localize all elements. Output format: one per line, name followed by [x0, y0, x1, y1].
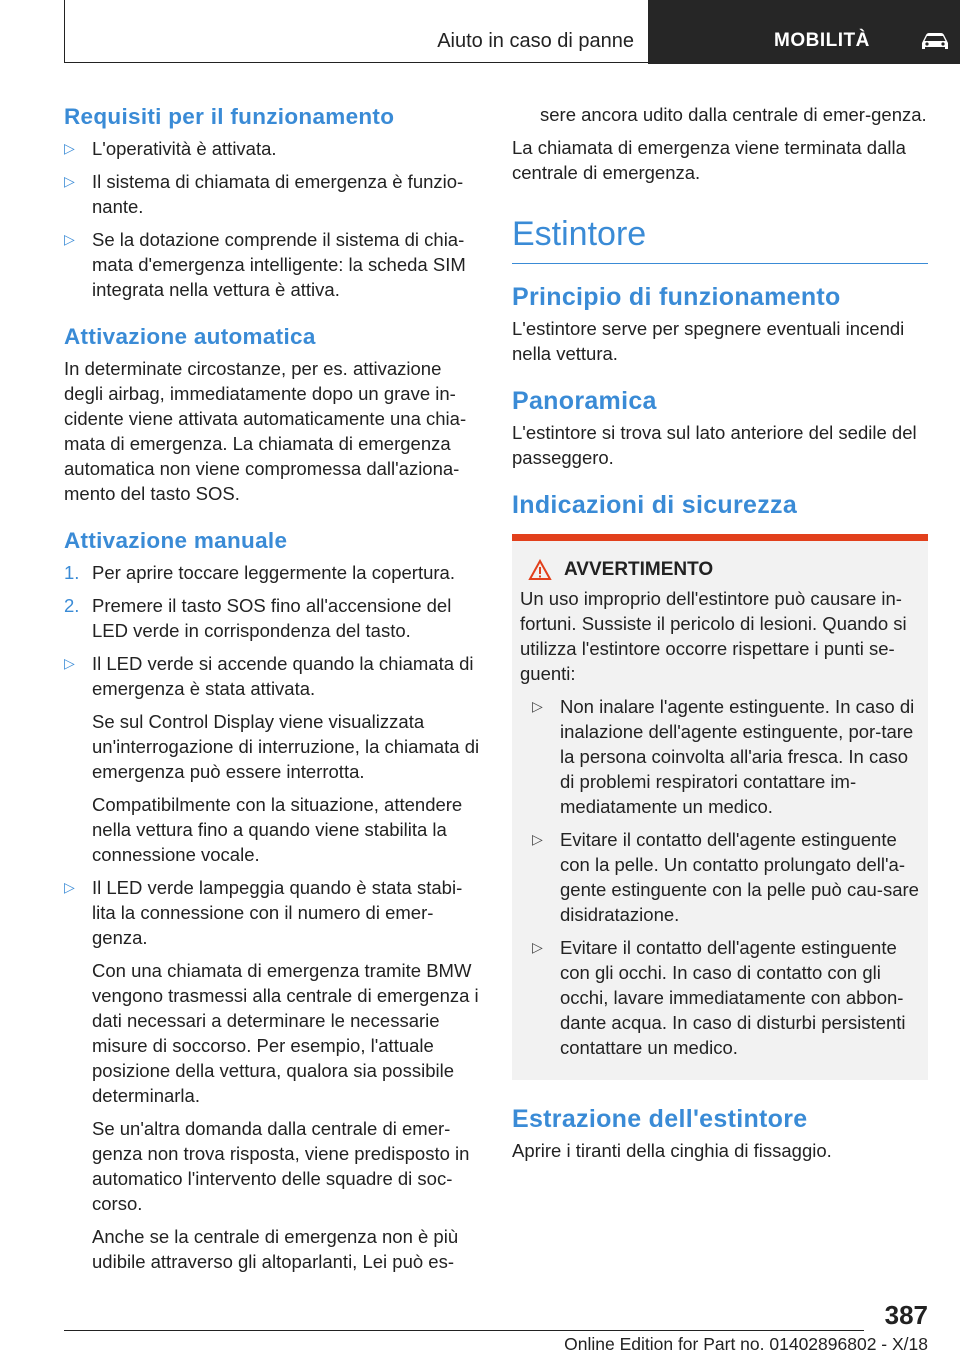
step-number: 1. [64, 562, 80, 583]
extraction-heading: Estrazione dell'estintore [512, 1105, 808, 1133]
triangle-bullet-icon: ▷ [64, 655, 75, 671]
extraction-text: Aprire i tiranti della cinghia di fissaggio. [512, 1140, 832, 1161]
triangle-bullet-icon: ▷ [64, 173, 75, 189]
chapter-title: MOBILITÀ [774, 30, 870, 51]
footer-rule [64, 1330, 864, 1331]
list-item: ▷ Evitare il contatto dell'agente estinguente con la pelle. Un contatto prolungato dell'a-gente estinguente con la pelle può cau-sare disidratazione. [532, 829, 919, 925]
overview-text: L'estintore si trova sul lato anteriore del sedile del passeggero. [512, 422, 917, 468]
triangle-bullet-icon: ▷ [532, 939, 543, 955]
auto-activation-heading: Attivazione automatica [64, 324, 316, 349]
page-header [64, 0, 960, 64]
safety-heading: Indicazioni di sicurezza [512, 491, 798, 519]
main-title-rule [512, 213, 928, 264]
main-title: Estintore [512, 215, 647, 253]
step-number: 2. [64, 595, 80, 616]
principle-text: L'estintore serve per spegnere eventuali incendi nella vettura. [512, 318, 905, 364]
left-column [64, 102, 480, 1286]
requirements-heading: Requisiti per il funzionamento [64, 104, 395, 129]
triangle-bullet-icon: ▷ [64, 231, 75, 247]
overview-heading: Panoramica [512, 387, 657, 415]
step-item: 2. Premere il tasto SOS fino all'accensione del LED verde in corrispondenza del tasto. [64, 595, 452, 641]
warning-list [532, 694, 920, 1060]
manual-activation-heading: Attivazione manuale [64, 528, 288, 553]
continued-text: sere ancora udito dalla centrale di emer-genza. [540, 104, 927, 125]
car-icon [919, 29, 951, 53]
warning-box [512, 534, 928, 1080]
list-item: ▷ Il LED verde si accende quando la chiamata di emergenza è stata attivata. Se sul Control Display viene visualizzata un'interrogazione di interruzione, la chiamata di emergenza può essere interrotta. Compatibilmente con la situazione, attendere nella vettura fino a quando viene stabilita la connessione vocale. [64, 653, 480, 865]
list-item: ▷ Evitare il contatto dell'agente estinguente con gli occhi. In caso di contatto con gli occhi, lavare immediatamente con abbon-dante acqua. In caso di disturbi persistenti contattare un medico. [532, 937, 906, 1058]
list-item: ▷ L'operatività è attivata. [64, 138, 277, 159]
step-item: 1. Per aprire toccare leggermente la copertura. [64, 562, 455, 583]
edition-text: Online Edition for Part no. 01402896802 - X/18 [564, 1334, 928, 1354]
section-title: Aiuto in caso di panne [437, 30, 634, 52]
list-item: ▷ Il sistema di chiamata di emergenza è funzio-nante. [64, 171, 464, 217]
warning-title: AVVERTIMENTO [520, 557, 920, 582]
end-call-text: La chiamata di emergenza viene terminata dalla centrale di emergenza. [512, 137, 906, 183]
warning-text: Un uso improprio dell'estintore può causare in-fortuni. Sussiste il pericolo di lesioni. Quando si utilizza l'estintore occorre rispettare i punti se-guenti: [520, 588, 907, 684]
auto-activation-text: In determinate circostanze, per es. attivazione degli airbag, immediatamente dopo un grave in-cidente viene attivata automaticamente una chia-mata di emergenza. La chiamata di emergenza automatica non viene compromessa dall'aziona-mento del tasto SOS. [64, 358, 467, 504]
section-tab [64, 0, 648, 63]
list-item: ▷ Non inalare l'agente estinguente. In caso di inalazione dell'agente estinguente, por-tare la persona coinvolta all'aria fresca. In caso di problemi respiratori contattare im-mediatamente un medico. [532, 696, 915, 817]
chapter-tab [648, 0, 960, 64]
warning-triangle-icon [528, 559, 552, 581]
triangle-bullet-icon: ▷ [532, 698, 543, 714]
triangle-bullet-icon: ▷ [64, 879, 75, 895]
right-column [512, 102, 928, 1175]
manual-steps [64, 560, 480, 1274]
list-item: ▷ Se la dotazione comprende il sistema di chia-mata d'emergenza intelligente: la scheda SIM integrata nella vettura è attiva. [64, 229, 466, 300]
list-item: ▷ Il LED verde lampeggia quando è stata stabi-lita la connessione con il numero di emer-genza. Con una chiamata di emergenza tramite BMW vengono trasmessi alla centrale di emergenza i dati necessari a determinare le necessarie misure di soccorso. Per esempio, l'attuale posizione della vettura, qualora sia possibile determinarla. Se un'altra domanda dalla centrale di emer-genza non trova risposta, viene predisposto in automatico l'intervento delle squadre di soc-corso. Anche se la centrale di emergenza non è più udibile attraverso gli altoparlanti, Lei può es- [64, 877, 479, 1272]
requirements-list [64, 136, 480, 302]
triangle-bullet-icon: ▷ [64, 140, 75, 156]
triangle-bullet-icon: ▷ [532, 831, 543, 847]
principle-heading: Principio di funzionamento [512, 283, 841, 311]
page-number: 387 [884, 1300, 928, 1330]
